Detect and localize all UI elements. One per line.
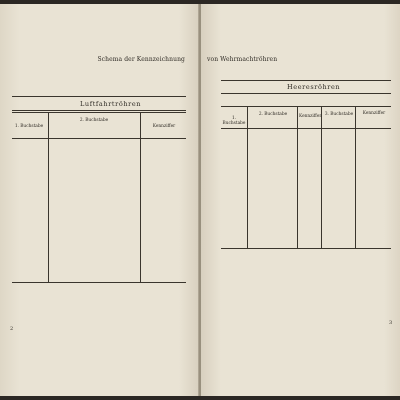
table-column-divider: [247, 106, 248, 248]
header-rule: [12, 138, 186, 139]
section-rule-bottom: [12, 110, 186, 111]
right-running-head: von Wehrmachtröhren: [207, 56, 278, 63]
column-header: 1. Buchstabe: [222, 116, 246, 126]
table-column-divider: [321, 106, 322, 248]
column-header: Kennziffer: [299, 114, 322, 119]
column-header: Kennziffer: [362, 111, 386, 116]
column-header: 1. Buchstabe: [14, 124, 44, 129]
table-column-divider: [355, 106, 356, 248]
right-page: [201, 4, 400, 396]
section-rule-top: [221, 80, 391, 81]
page-number: 3: [389, 320, 393, 326]
section-rule-bottom: [221, 93, 391, 94]
column-header: 2. Buchstabe: [258, 112, 288, 117]
column-header: 3. Buchstabe: [324, 112, 354, 117]
left-page: [0, 4, 199, 396]
left-running-head: Schema der Kennzeichnung: [97, 56, 185, 63]
column-header: 2. Buchstabe: [79, 118, 109, 123]
table-column-divider: [140, 112, 141, 282]
table-column-divider: [297, 106, 298, 248]
column-header: Kennziffer: [152, 124, 176, 129]
table-bottom-rule: [221, 248, 391, 249]
table-column-divider: [48, 112, 49, 282]
section-title: Luftfahrtröhren: [80, 100, 142, 108]
page-number: 2: [10, 326, 14, 332]
table-top-rule: [12, 112, 186, 113]
section-title: Heeresröhren: [287, 83, 341, 91]
table-bottom-rule: [12, 282, 186, 283]
section-rule-top: [12, 96, 186, 97]
book-spread: [0, 4, 400, 396]
